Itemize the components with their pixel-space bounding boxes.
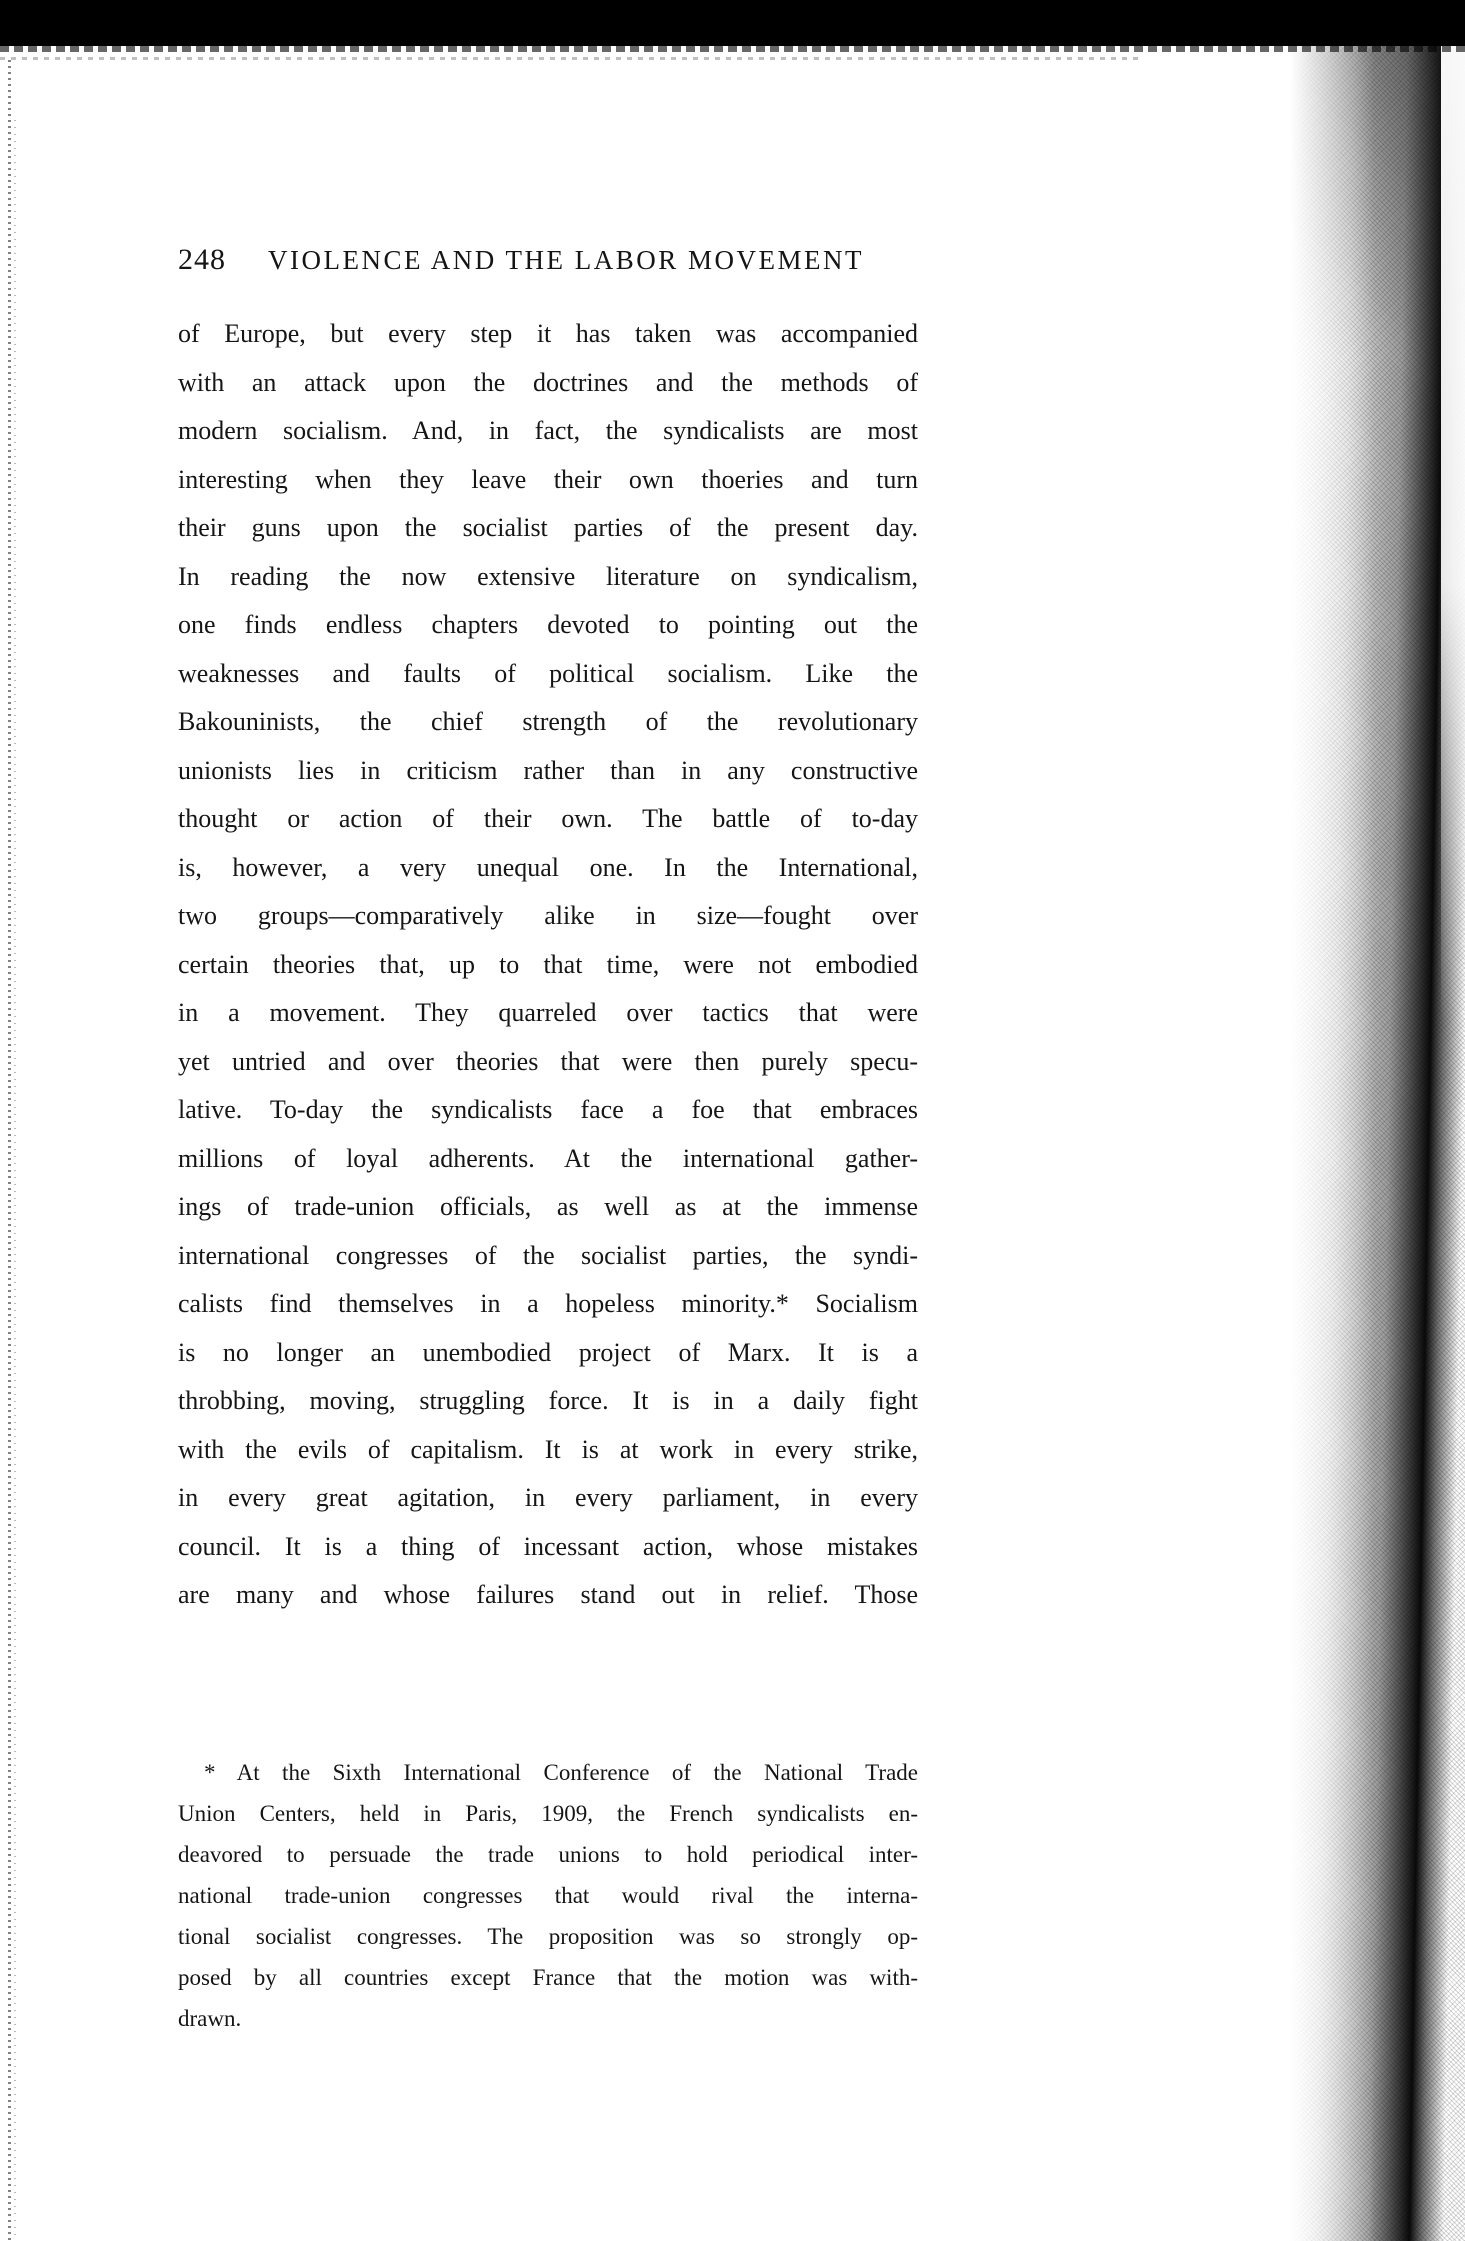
scan-top-dotted-line-artifact [0,57,1143,60]
body-text-line: of Europe, but every step it has taken was accompanied [178,319,918,348]
body-text-line: council. It is a thing of incessant action, whose mistakes [178,1531,918,1561]
body-text-line: with the evils of capitalism. It is at work in every strike, [178,1434,918,1464]
scan-left-edge-artifact-2 [14,120,16,2241]
page-header [178,240,918,280]
scan-left-edge-artifact [8,60,11,2241]
body-text-line: is, however, a very unequal one. In the International, [178,852,918,882]
footnote-line: * At the Sixth International Conference of the National Trade [204,1759,918,1785]
body-text-line: unionists lies in criticism rather than in any constructive [178,755,918,785]
body-text-line: interesting when they leave their own thoeries and turn [178,464,918,494]
body-text-line: are many and whose failures stand out in relief. Those [178,1580,918,1609]
footnote-line: posed by all countries except France that the motion was with- [178,1964,918,1990]
body-text-line: ings of trade-union officials, as well as at the immense [178,1192,918,1221]
footnote-line: tional socialist congresses. The proposition was so strongly op- [178,1923,918,1949]
footnote-line: deavored to persuade the trade unions to hold periodical inter- [178,1841,918,1867]
body-text-line: yet untried and over theories that were then purely specu- [178,1046,918,1076]
page-content [178,240,918,2039]
body-text-block [178,310,918,1620]
body-text-line: calists find themselves in a hopeless minority.* Socialism [178,1289,918,1318]
footnote-line: drawn. [178,2005,242,2031]
body-text-line: thought or action of their own. The battle of to-day [178,804,918,833]
body-text-line: two groups—comparatively alike in size—fought over [178,901,918,930]
body-text-line: with an attack upon the doctrines and the methods of [178,367,918,397]
body-text-line: throbbing, moving, struggling force. It is in a daily fight [178,1386,918,1415]
body-text-line: one finds endless chapters devoted to pointing out the [178,610,918,639]
body-text-line: millions of loyal adherents. At the international gather- [178,1143,918,1173]
page-number: 248 [178,243,226,276]
body-text-line: is no longer an unembodied project of Marx. It is a [178,1337,918,1367]
body-text-line: international congresses of the socialist parties, the syndi- [178,1240,918,1270]
body-text-line: In reading the now extensive literature on syndicalism, [178,561,918,591]
running-title: VIOLENCE AND THE LABOR MOVEMENT [268,245,864,275]
footnote-line: Union Centers, held in Paris, 1909, the French syndicalists en- [178,1800,918,1826]
scan-top-edge-artifact [0,0,1465,46]
body-text-line: their guns upon the socialist parties of the present day. [178,513,918,542]
body-text-line: in every great agitation, in every parliament, in every [178,1483,918,1512]
scan-right-edge-highlight-artifact [1441,46,1465,1026]
scan-top-edge-fray-artifact [0,46,1465,52]
footnote-block [178,1752,918,2039]
footnote-line: national trade-union congresses that would rival the interna- [178,1882,918,1908]
body-text-line: in a movement. They quarreled over tactics that were [178,998,918,1027]
body-text-line: modern socialism. And, in fact, the syndicalists are most [178,416,918,445]
body-text-line: weaknesses and faults of political socialism. Like the [178,658,918,688]
body-text-line: certain theories that, up to that time, were not embodied [178,949,918,979]
scan-gutter-shadow-artifact [1290,0,1465,2241]
body-text-line: lative. To-day the syndicalists face a foe that embraces [178,1095,918,1124]
body-text-line: Bakouninists, the chief strength of the revolutionary [178,707,918,736]
